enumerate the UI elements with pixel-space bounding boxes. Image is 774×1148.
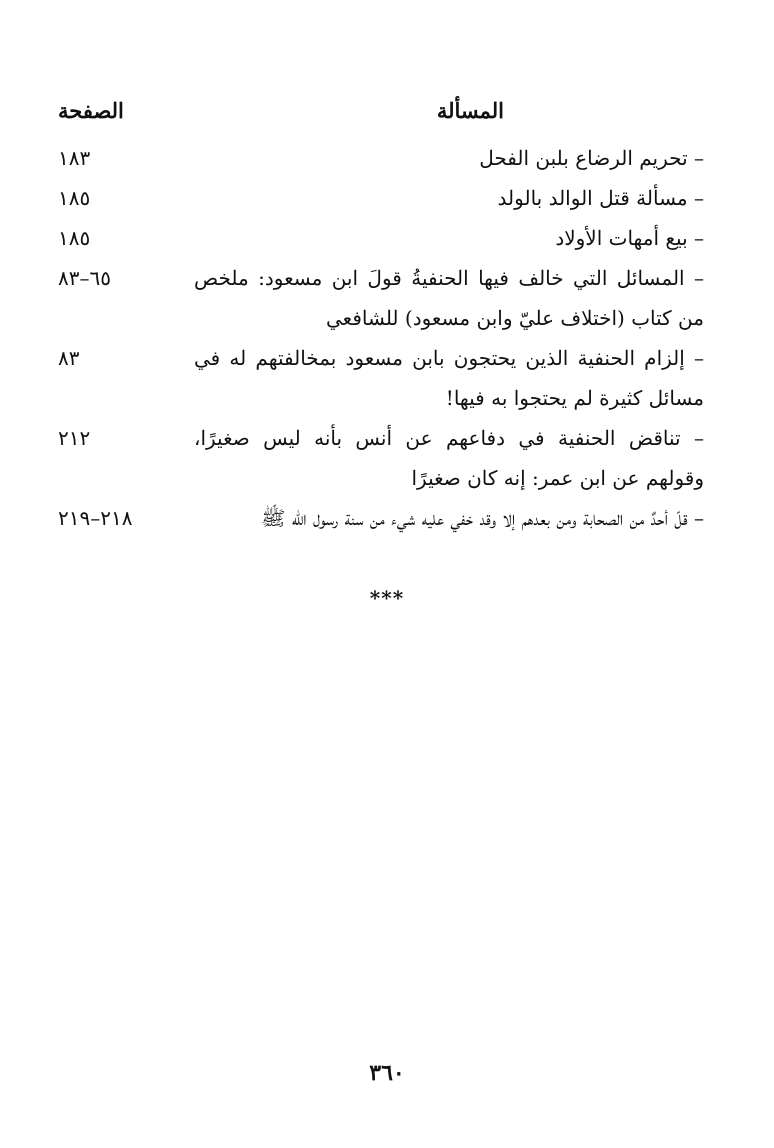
- entry-page-ref: ٢١٨–٢١٩: [58, 506, 133, 530]
- entry-page-ref: ٦٥–٨٣: [58, 266, 111, 290]
- list-item: [58, 218, 704, 258]
- entry-page-ref: ١٨٥: [58, 226, 91, 250]
- list-item: [58, 338, 704, 418]
- list-item: [58, 258, 704, 338]
- entry-issue-text: – إلزام الحنفية الذين يحتجون بابن مسعود بمخالفتهم له في مسائل كثيرة لم يحتجوا به فيها!: [194, 346, 704, 410]
- list-item: [58, 418, 704, 498]
- list-item: [58, 178, 704, 218]
- page-number: ٣٦٠: [369, 1060, 405, 1086]
- section-separator: ***: [369, 586, 405, 610]
- entry-page-ref: ٨٣: [58, 346, 80, 370]
- entry-page-ref: ٢١٢: [58, 426, 91, 450]
- page-column-title: الصفحة: [58, 98, 124, 123]
- list-item: [58, 138, 704, 178]
- entry-issue-text: – بيع أمهات الأولاد: [555, 226, 704, 250]
- entry-issue-text: – قلّ أحدٌ من الصحابة ومن بعدهم إلا وقد خفي عليه شيء من سنة رسول الله ﷺ: [261, 506, 704, 530]
- entry-page-ref: ١٨٥: [58, 186, 91, 210]
- entry-issue-text: – مسألة قتل الوالد بالولد: [497, 186, 704, 210]
- entry-issue-text: – تحريم الرضاع بلبن الفحل: [479, 146, 704, 170]
- index-entries: [58, 138, 704, 538]
- list-item: [58, 498, 704, 538]
- issue-column-title: المسألة: [436, 98, 504, 123]
- table-header: [58, 98, 704, 130]
- entry-issue-text: – المسائل التي خالف فيها الحنفيةُ قولَ ابن مسعود: ملخص من كتاب (اختلاف عليّ وابن مسعود) للشافعي: [194, 266, 704, 330]
- entry-page-ref: ١٨٣: [58, 146, 91, 170]
- entry-issue-text: – تناقض الحنفية في دفاعهم عن أنس بأنه ليس صغيرًا، وقولهم عن ابن عمر: إنه كان صغيرًا: [194, 426, 704, 490]
